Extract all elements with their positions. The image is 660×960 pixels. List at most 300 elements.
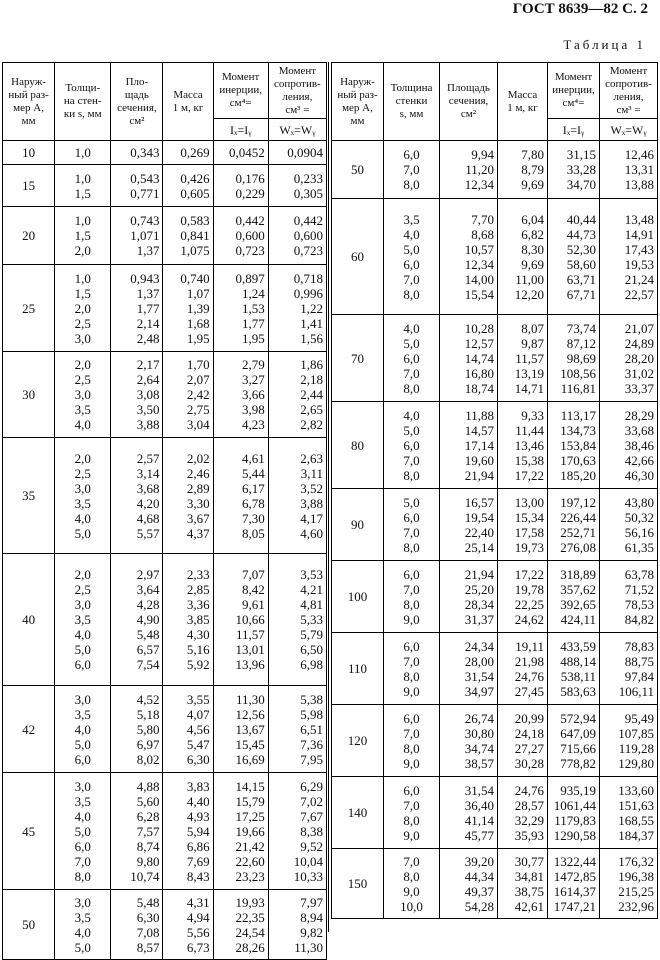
resistance-cell [268, 890, 326, 960]
cell-value: 5,92 [186, 657, 210, 672]
cell-value: 3,0 [74, 691, 91, 707]
cell-value: 4,30 [186, 627, 210, 642]
cell-value: 28,34 [464, 596, 494, 612]
cell-value: 24,62 [514, 611, 544, 627]
cell-value: 19,93 [235, 894, 265, 910]
cell-value: 14,74 [464, 350, 494, 366]
cell-value: 6,0 [403, 638, 420, 654]
cell-value: 30,77 [514, 853, 544, 869]
cell-value: 2,79 [242, 357, 265, 372]
right-table-body [332, 141, 658, 919]
cell-value: 2,14 [136, 315, 160, 331]
cell-value: 2,48 [136, 330, 160, 346]
cell-value: 357,62 [560, 581, 596, 597]
cell-value: 176,32 [618, 853, 654, 869]
cell-value: 4,52 [136, 691, 160, 707]
cell-value: 17,25 [235, 808, 265, 824]
cell-value: 5,48 [136, 894, 160, 910]
cell-value: 13,31 [624, 162, 654, 177]
cell-value: 4,0 [403, 226, 420, 242]
cell-value: 36,40 [464, 797, 494, 813]
cell-value: 106,11 [618, 683, 654, 699]
cell-value: 1,70 [186, 357, 210, 372]
page-header [0, 0, 660, 56]
area-cell [111, 207, 163, 265]
resistance-cell [600, 633, 658, 705]
cell-value: 78,53 [624, 596, 654, 612]
cell-value: 129,80 [618, 755, 654, 771]
cell-value: 23,23 [235, 868, 265, 884]
cell-value: 1,39 [186, 300, 210, 316]
cell-value: 0,996 [293, 285, 323, 301]
mass-cell [498, 849, 548, 919]
cell-value: 44,34 [464, 868, 494, 884]
cell-value: 17,58 [514, 524, 544, 540]
cell-value: 18,74 [464, 380, 494, 396]
cell-value: 19,53 [624, 256, 654, 272]
cell-value: 33,28 [566, 162, 596, 177]
thickness-cell [384, 777, 440, 849]
inertia-cell [548, 402, 600, 489]
cell-value: 7,36 [300, 736, 323, 752]
cell-value: 2,85 [186, 582, 210, 597]
inertia-cell [213, 165, 268, 207]
cell-value: 11,57 [515, 350, 544, 366]
cell-value: 318,89 [560, 566, 596, 582]
cell-value: 5,0 [74, 736, 91, 752]
area-cell [111, 554, 163, 686]
cell-value: 1614,37 [553, 883, 596, 899]
cell-value: 4,28 [136, 597, 160, 612]
cell-value: 8,94 [300, 909, 323, 925]
cell-value: 4,0 [74, 510, 91, 526]
table-row [3, 141, 327, 165]
size-cell: 20 [3, 207, 55, 265]
table-row [3, 554, 327, 686]
cell-value: 39,20 [464, 853, 494, 869]
cell-value: 6,29 [300, 778, 323, 794]
cell-value: 7,0 [403, 452, 420, 468]
cell-value: 1,5 [74, 228, 91, 243]
resistance-formula: Wₓ=Wᵧ [600, 119, 658, 141]
cell-value: 3,85 [186, 612, 210, 627]
cell-value: 8,0 [403, 868, 420, 884]
cell-value: 2,07 [186, 372, 210, 387]
table-row [332, 561, 658, 633]
cell-value: 8,57 [136, 939, 160, 955]
cell-value: 6,0 [403, 710, 420, 726]
cell-value: 3,88 [300, 495, 323, 511]
cell-value: 7,70 [471, 211, 494, 227]
cell-value: 19,66 [235, 823, 265, 839]
cell-value: 4,40 [186, 793, 210, 809]
cell-value: 3,5 [403, 211, 420, 227]
cell-value: 38,75 [514, 883, 544, 899]
inertia-cell [213, 265, 268, 352]
cell-value: 1,0 [74, 170, 91, 186]
cell-value: 31,54 [464, 668, 494, 684]
cell-value: 9,80 [136, 853, 160, 869]
cell-value: 3,5 [74, 909, 91, 925]
cell-value: 63,78 [624, 566, 654, 582]
cell-value: 17,14 [464, 437, 494, 453]
thickness-cell [55, 207, 111, 265]
col-header-size: Наруж- ный раз- мер A, мм [332, 63, 384, 141]
cell-value: 5,16 [186, 642, 210, 657]
col-header-area: Площадь сечения, см² [440, 63, 498, 141]
cell-value: 44,73 [566, 226, 596, 242]
area-cell [111, 686, 163, 773]
inertia-cell [213, 890, 268, 960]
cell-value: 13,19 [514, 365, 544, 381]
cell-value: 2,5 [74, 465, 91, 481]
cell-value: 0,943 [130, 270, 160, 286]
cell-value: 25,14 [464, 539, 494, 555]
cell-value: 33,68 [624, 422, 654, 438]
cell-value: 153,84 [560, 437, 596, 453]
cell-value: 6,0 [403, 437, 420, 453]
size-cell: 90 [332, 489, 384, 561]
cell-value: 24,34 [464, 638, 494, 654]
cell-value: 3,0 [74, 330, 91, 346]
cell-value: 42,66 [624, 452, 654, 468]
cell-value: 5,38 [300, 691, 323, 707]
inertia-cell [213, 554, 268, 686]
cell-value: 12,20 [514, 286, 544, 302]
cell-value: 3,88 [136, 417, 160, 432]
cell-value: 8,38 [300, 823, 323, 839]
cell-value: 5,0 [403, 335, 420, 351]
resistance-cell [600, 849, 658, 919]
cell-value: 4,31 [186, 894, 210, 910]
inertia-cell [213, 141, 268, 165]
inertia-cell [213, 686, 268, 773]
cell-value: 4,60 [300, 525, 323, 541]
cell-value: 50,32 [624, 509, 654, 525]
cell-value: 8,79 [521, 162, 544, 177]
cell-value: 8,07 [521, 320, 544, 336]
cell-value: 424,11 [560, 611, 596, 627]
cell-value: 71,52 [624, 581, 654, 597]
resistance-formula: Wₓ=Wᵧ [268, 119, 326, 141]
cell-value: 8,43 [186, 868, 210, 884]
cell-value: 7,0 [74, 853, 91, 869]
cell-value: 185,20 [560, 467, 596, 483]
cell-value: 14,15 [235, 778, 265, 794]
cell-value: 22,25 [514, 596, 544, 612]
inertia-cell [548, 777, 600, 849]
col-header-thickness: Толщина стенки s, мм [384, 63, 440, 141]
area-cell [440, 315, 498, 402]
area-cell [111, 438, 163, 554]
mass-cell [498, 402, 548, 489]
size-cell: 40 [3, 554, 55, 686]
cell-value: 24,54 [235, 924, 265, 940]
cell-value: 54,28 [464, 898, 494, 914]
cell-value: 12,34 [464, 256, 494, 272]
resistance-cell [600, 561, 658, 633]
thickness-cell [55, 141, 111, 165]
table-row [332, 315, 658, 402]
cell-value: 2,02 [186, 450, 210, 466]
table-row [332, 849, 658, 919]
cell-value: 1179,83 [554, 812, 596, 828]
cell-value: 2,5 [74, 315, 91, 331]
area-cell [111, 141, 163, 165]
cell-value: 7,0 [403, 271, 420, 287]
cell-value: 5,44 [242, 465, 265, 481]
cell-value: 5,33 [300, 612, 323, 627]
thickness-cell [55, 165, 111, 207]
thickness-cell [55, 686, 111, 773]
cell-value: 24,76 [514, 782, 544, 798]
cell-value: 583,63 [560, 683, 596, 699]
table-row [3, 686, 327, 773]
size-cell: 30 [3, 352, 55, 438]
cell-value: 5,79 [300, 627, 323, 642]
cell-value: 197,12 [560, 494, 596, 510]
cell-value: 7,08 [136, 924, 160, 940]
size-cell: 120 [332, 705, 384, 777]
cell-value: 8,0 [403, 286, 420, 302]
cell-value: 7,57 [136, 823, 160, 839]
cell-value: 6,0 [403, 147, 420, 162]
inertia-cell [213, 773, 268, 890]
size-cell: 25 [3, 265, 55, 352]
cell-value: 538,11 [560, 668, 596, 684]
cell-value: 151,63 [618, 797, 654, 813]
cell-value: 4,0 [74, 627, 91, 642]
cell-value: 1,0 [74, 213, 91, 228]
area-cell [440, 705, 498, 777]
cell-value: 22,57 [624, 286, 654, 302]
table-left-half [2, 62, 327, 960]
cell-value: 19,54 [464, 509, 494, 525]
resistance-cell [268, 165, 326, 207]
cell-value: 5,0 [74, 525, 91, 541]
cell-value: 7,54 [136, 657, 160, 672]
cell-value: 3,98 [242, 402, 265, 417]
cell-value: 13,96 [235, 657, 265, 672]
cell-value: 0,442 [293, 213, 323, 228]
cell-value: 27,27 [514, 740, 544, 756]
cell-value: 10,04 [293, 853, 323, 869]
cell-value: 1322,44 [553, 853, 596, 869]
cell-value: 9,0 [403, 827, 420, 843]
col-header-inertia: Момент инерции, см⁴= [213, 63, 268, 119]
inertia-cell [213, 438, 268, 554]
cell-value: 1,0 [74, 145, 91, 160]
col-header-area: Пло- щадь сечения, см² [111, 63, 163, 141]
thickness-cell [384, 705, 440, 777]
size-cell: 35 [3, 438, 55, 554]
cell-value: 11,30 [236, 691, 265, 707]
resistance-cell [268, 352, 326, 438]
cell-value: 1,95 [186, 330, 210, 346]
cell-value: 28,20 [624, 350, 654, 366]
cell-value: 6,50 [300, 642, 323, 657]
cell-value: 4,07 [186, 706, 210, 722]
table-row [3, 265, 327, 352]
cell-value: 24,89 [624, 335, 654, 351]
cell-value: 6,30 [186, 751, 210, 767]
cell-value: 5,0 [403, 494, 420, 510]
left-table-body [3, 141, 327, 960]
cell-value: 8,42 [242, 582, 265, 597]
cell-value: 4,20 [136, 495, 160, 511]
cell-value: 3,36 [186, 597, 210, 612]
cell-value: 8,0 [74, 868, 91, 884]
cell-value: 8,0 [403, 539, 420, 555]
cell-value: 15,79 [235, 793, 265, 809]
size-cell: 42 [3, 686, 55, 773]
cell-value: 13,00 [514, 494, 544, 510]
cell-value: 4,17 [300, 510, 323, 526]
cell-value: 10,66 [235, 612, 265, 627]
cell-value: 3,0 [74, 894, 91, 910]
cell-value: 33,37 [624, 380, 654, 396]
cell-value: 9,69 [521, 256, 544, 272]
cell-value: 0,600 [293, 228, 323, 243]
cell-value: 7,0 [403, 162, 420, 177]
cell-value: 0,305 [293, 185, 323, 201]
cell-value: 20,99 [514, 710, 544, 726]
cell-value: 3,0 [74, 778, 91, 794]
cell-value: 4,37 [186, 525, 210, 541]
cell-value: 2,97 [136, 567, 160, 582]
cell-value: 2,82 [300, 417, 323, 432]
cell-value: 4,68 [136, 510, 160, 526]
cell-value: 488,14 [560, 653, 596, 669]
cell-value: 8,0 [403, 467, 420, 483]
cell-value: 572,94 [560, 710, 596, 726]
cell-value: 52,30 [566, 241, 596, 257]
table-row [3, 207, 327, 265]
cell-value: 35,93 [514, 827, 544, 843]
cell-value: 1,5 [74, 285, 91, 301]
cell-value: 7,0 [403, 725, 420, 741]
cell-value: 4,90 [136, 612, 160, 627]
cell-value: 3,04 [186, 417, 210, 432]
cell-value: 13,67 [235, 721, 265, 737]
cell-value: 108,56 [560, 365, 596, 381]
resistance-cell [600, 777, 658, 849]
cell-value: 12,57 [464, 335, 494, 351]
cell-value: 12,56 [235, 706, 265, 722]
cell-value: 31,54 [464, 782, 494, 798]
cell-value: 2,44 [300, 387, 323, 402]
cell-value: 0,841 [180, 228, 210, 243]
cell-value: 196,38 [618, 868, 654, 884]
cell-value: 6,04 [521, 211, 544, 227]
cell-value: 7,0 [403, 797, 420, 813]
table-row [332, 489, 658, 561]
cell-value: 6,82 [521, 226, 544, 242]
cell-value: 0,723 [235, 243, 265, 258]
inertia-cell [213, 352, 268, 438]
cell-value: 3,08 [136, 387, 160, 402]
cell-value: 14,71 [514, 380, 544, 396]
thickness-cell [55, 352, 111, 438]
cell-value: 215,25 [618, 883, 654, 899]
cell-value: 3,0 [74, 597, 91, 612]
inertia-cell [548, 705, 600, 777]
cell-value: 3,5 [74, 495, 91, 511]
cell-value: 24,18 [514, 725, 544, 741]
cell-value: 19,73 [514, 539, 544, 555]
cell-value: 3,50 [136, 402, 160, 417]
cell-value: 61,35 [624, 539, 654, 555]
cell-value: 5,94 [186, 823, 210, 839]
resistance-cell [600, 141, 658, 199]
cell-value: 8,0 [403, 380, 420, 396]
mass-cell [163, 773, 213, 890]
cell-value: 7,0 [403, 653, 420, 669]
cell-value: 4,61 [242, 450, 265, 466]
size-cell: 60 [332, 199, 384, 315]
cell-value: 1,07 [186, 285, 210, 301]
cell-value: 4,23 [242, 417, 265, 432]
cell-value: 0,343 [130, 145, 160, 160]
table-row [3, 773, 327, 890]
cell-value: 13,48 [624, 211, 654, 227]
resistance-cell [600, 489, 658, 561]
cell-value: 28,57 [514, 797, 544, 813]
cell-value: 1290,58 [553, 827, 596, 843]
cell-value: 7,69 [186, 853, 210, 869]
size-cell: 110 [332, 633, 384, 705]
cell-value: 6,28 [136, 808, 160, 824]
cell-value: 26,74 [464, 710, 494, 726]
cell-value: 170,63 [560, 452, 596, 468]
table-row [3, 352, 327, 438]
cell-value: 98,69 [566, 350, 596, 366]
cell-value: 116,81 [560, 380, 596, 396]
cell-value: 14,57 [464, 422, 494, 438]
cell-value: 1,24 [242, 285, 265, 301]
cell-value: 7,30 [242, 510, 265, 526]
col-header-inertia: Момент инерции, см⁴= [548, 63, 600, 119]
cell-value: 778,82 [560, 755, 596, 771]
cell-value: 0,718 [293, 270, 323, 286]
cell-value: 3,30 [186, 495, 210, 511]
thickness-cell [384, 633, 440, 705]
area-cell [111, 890, 163, 960]
table-row [332, 402, 658, 489]
cell-value: 6,0 [403, 509, 420, 525]
cell-value: 7,0 [403, 853, 420, 869]
cell-value: 9,94 [471, 147, 494, 162]
mass-cell [498, 489, 548, 561]
cell-value: 2,0 [74, 300, 91, 316]
cell-value: 34,81 [514, 868, 544, 884]
cell-value: 4,81 [300, 597, 323, 612]
cell-value: 30,28 [514, 755, 544, 771]
cell-value: 6,0 [74, 838, 91, 854]
cell-value: 1061,44 [553, 797, 596, 813]
cell-value: 0,233 [293, 170, 323, 186]
area-cell [440, 633, 498, 705]
inertia-cell [548, 315, 600, 402]
col-header-size: Наруж- ный раз- мер A, мм [3, 63, 55, 141]
col-header-resistance: Момент сопротив- ления, см³ = [268, 63, 326, 119]
cell-value: 67,71 [566, 286, 596, 302]
cell-value: 3,0 [74, 387, 91, 402]
cell-value: 2,65 [300, 402, 323, 417]
cell-value: 6,17 [242, 480, 265, 496]
cell-value: 1,53 [242, 300, 265, 316]
cell-value: 3,83 [186, 778, 210, 794]
